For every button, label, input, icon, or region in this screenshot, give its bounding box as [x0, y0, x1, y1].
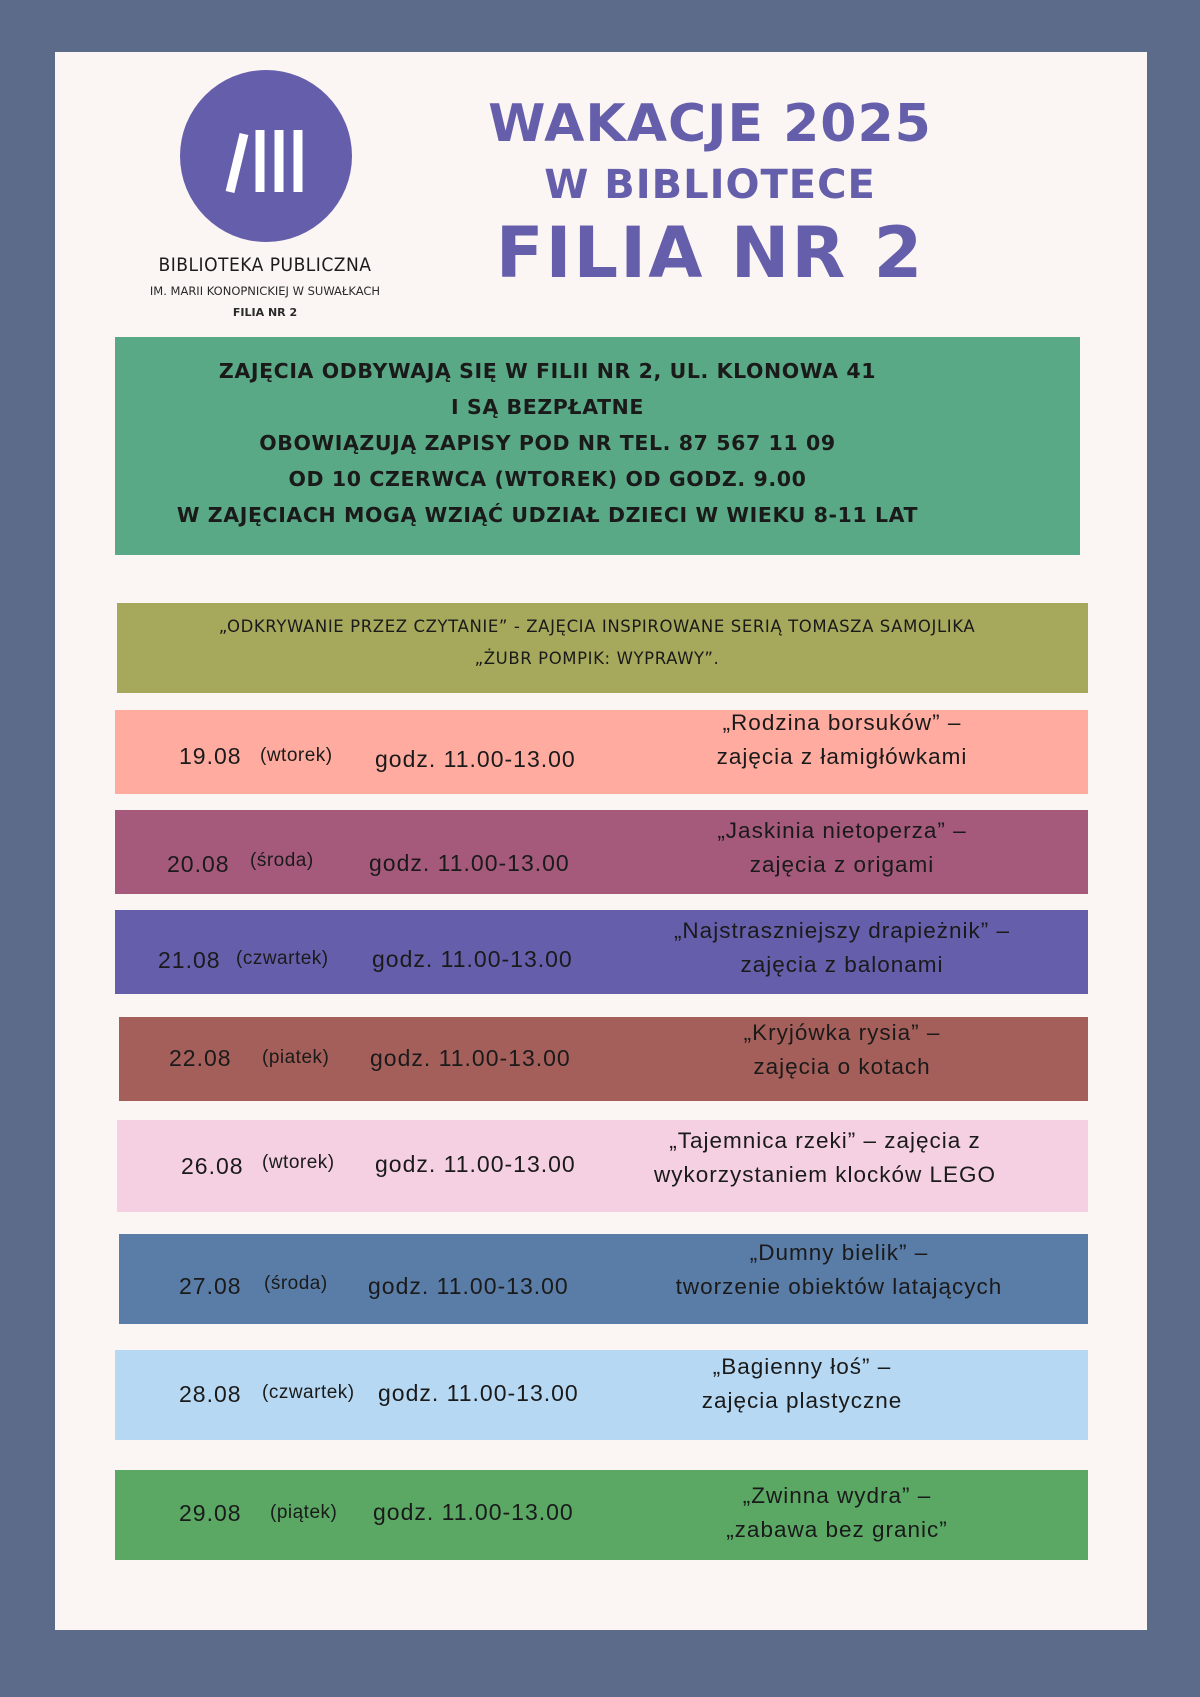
event-date: 29.08: [179, 1500, 242, 1526]
event-day: (środa): [250, 850, 314, 871]
event-title-line-2: zajęcia z origami: [749, 852, 935, 877]
event-row: [115, 810, 1088, 894]
event-title-line-1: „Zwinna wydra” –: [742, 1483, 932, 1508]
poster: [55, 52, 1147, 1630]
event-title-line-2: zajęcia z łamigłówkami: [716, 744, 968, 769]
event-title-line-1: „Najstraszniejszy drapieżnik” –: [673, 918, 1011, 943]
event-time: godz. 11.00-13.00: [370, 1045, 571, 1071]
event-date: 19.08: [179, 743, 242, 769]
library-subtitle: IM. MARII KONOPNICKIEJ W SUWAŁKACH: [149, 284, 381, 298]
event-row: [115, 1350, 1088, 1440]
event-title-line-2: wykorzystaniem klocków LEGO: [653, 1162, 997, 1187]
event-date: 22.08: [169, 1045, 232, 1071]
event-time: godz. 11.00-13.00: [372, 946, 573, 972]
event-day: (piątek): [270, 1502, 338, 1523]
event-time: godz. 11.00-13.00: [378, 1380, 579, 1406]
event-title-line-2: zajęcia o kotach: [753, 1054, 931, 1079]
event-title-line-2: zajęcia z balonami: [740, 952, 944, 977]
event-row: [119, 1017, 1088, 1101]
event-time: godz. 11.00-13.00: [375, 1151, 576, 1177]
event-row: [115, 710, 1088, 794]
event-time: godz. 11.00-13.00: [375, 746, 576, 772]
series-line-1: „ODKRYWANIE PRZEZ CZYTANIE” - ZAJĘCIA INSPIROWANE SERIĄ TOMASZA SAMOJLIKA: [218, 617, 976, 636]
event-title-line-1: „Kryjówka rysia” –: [743, 1020, 941, 1045]
event-time: godz. 11.00-13.00: [369, 850, 570, 876]
event-row: [117, 1120, 1088, 1212]
event-row: [119, 1234, 1088, 1324]
title-line-3: FILIA NR 2: [495, 212, 925, 294]
info-line-location: ZAJĘCIA ODBYWAJĄ SIĘ W FILII NR 2, UL. KLONOWA 41: [218, 359, 877, 383]
event-title-line-2: tworzenie obiektów latających: [675, 1274, 1003, 1299]
series-banner: [117, 603, 1088, 693]
event-day: (czwartek): [236, 948, 329, 969]
event-title-line-1: „Rodzina borsuków” –: [722, 710, 962, 735]
event-title-line-2: „zabawa bez granic”: [726, 1517, 948, 1542]
library-name: BIBLIOTEKA PUBLICZNA: [158, 254, 372, 276]
event-time: godz. 11.00-13.00: [368, 1273, 569, 1299]
event-date: 28.08: [179, 1381, 242, 1407]
info-line-free: I SĄ BEZPŁATNE: [450, 395, 645, 419]
event-row: [115, 1470, 1088, 1560]
library-books-icon: [180, 70, 352, 242]
event-day: (czwartek): [262, 1382, 355, 1403]
info-box: [115, 337, 1080, 555]
event-title-line-1: „Jaskinia nietoperza” –: [717, 818, 967, 843]
library-branch: FILIA NR 2: [232, 306, 298, 319]
info-line-age: W ZAJĘCIACH MOGĄ WZIĄĆ UDZIAŁ DZIECI W WIEKU 8-11 LAT: [176, 503, 919, 527]
event-date: 21.08: [158, 947, 221, 973]
event-day: (piatek): [262, 1047, 330, 1068]
event-title-line-1: „Bagienny łoś” –: [712, 1354, 892, 1379]
event-time: godz. 11.00-13.00: [373, 1499, 574, 1525]
event-row: [115, 910, 1088, 994]
series-line-2: „ŻUBR POMPIK: WYPRAWY”.: [474, 649, 720, 668]
event-day: (środa): [264, 1273, 328, 1294]
event-date: 27.08: [179, 1273, 242, 1299]
event-title-line-1: „Tajemnica rzeki” – zajęcia z: [669, 1128, 981, 1153]
title-line-1: WAKACJE 2025: [488, 94, 932, 154]
info-line-start-date: OD 10 CZERWCA (WTOREK) OD GODZ. 9.00: [288, 467, 807, 491]
event-title-line-2: zajęcia plastyczne: [701, 1388, 903, 1413]
event-date: 20.08: [167, 851, 230, 877]
title-line-2: W BIBLIOTECE: [544, 162, 876, 208]
event-title-line-1: „Dumny bielik” –: [749, 1240, 929, 1265]
event-day: (wtorek): [262, 1152, 335, 1173]
event-date: 26.08: [181, 1153, 244, 1179]
event-day: (wtorek): [260, 745, 333, 766]
info-line-phone: OBOWIĄZUJĄ ZAPISY POD NR TEL. 87 567 11 09: [259, 431, 836, 455]
